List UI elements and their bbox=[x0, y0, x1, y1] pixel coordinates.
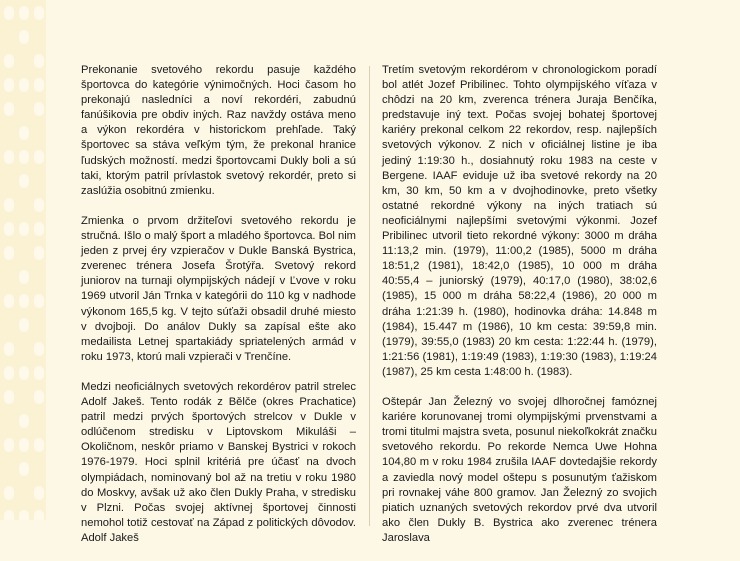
decorative-dot bbox=[34, 54, 44, 68]
decorative-dot bbox=[34, 246, 44, 260]
decorative-dot bbox=[34, 198, 44, 212]
decorative-dot bbox=[4, 78, 14, 92]
paragraph-jozef-pribilinec: Tretím svetovým rekordérom v chronologickom poradí bol atlét Jozef Pribilinec. Tohto olympijského víťaza v chôdzi na 20 km, zverenca trénera Juraja Benčíka, predstavuje iný text. Počas svojej bohatej športovej kariéry prekonal celkom 22 rekordov, resp. najlepších svetových výkonov. Z nich v oficiálnej listine je iba jediný 1:19:30 h., dosiahnutý roku 1983 na ceste v Bergene. IAAF eviduje už iba svetové rekordy na 20 km, 30 km, 50 km a v dvojhodinovke, preto všetky ostatné rekordné výkony na iných tratiach sú neoficiálnymi najlepšími svetovými výkonmi. Jozef Pribilinec utvoril tieto rekordné výkony: 3000 m dráha 11:13,2 min. (1979), 11:00,2 (1985), 5000 m dráha 18:51,2 (1981), 18:42,0 (1985), 10 000 m dráha 40:55,4 – juniorský (1979), 40:17,0 (1980), 38:02,6 (1985), 15 000 m dráha 58:22,4 (1986), 20 000 m dráha 1:21:39 h. (1980), hodinovka dráha: 14.848 m (1984), 15.447 m (1986), 10 km cesta: 39:59,8 min. (1979), 39:55,0 (1983) 20 km cesta: 1:22:44 h. (1979), 1:21:56 (1981), 1:19:49 (1983), 1:19:30 (1983), 1:19:24 (1987), 25 km cesta 1:48:00 h. (1983). bbox=[382, 64, 657, 378]
decorative-dot bbox=[34, 486, 44, 500]
decorative-dot bbox=[19, 270, 29, 284]
decorative-dot bbox=[19, 294, 29, 308]
left-text-column bbox=[81, 63, 356, 561]
decorative-dot bbox=[4, 342, 14, 356]
paragraph-jan-trnka: Zmienka o prvom držiteľovi svetového rekordu je stručná. Išlo o malý šport a mladého športovca. Bol nim jeden z prvej éry vzpieračov v Dukle Banská Bystrica, zverenec trénera Josefa Šrotýřa. Svetový rekord juniorov na turnaji olympijských nádejí v Ľvove v roku 1969 utvoril Ján Trnka v kategórii do 110 kg v nadhode výkonom 165,5 kg. V tejto súťaži obsadil druhé miesto v dvojboji. Do análov Dukly sa zapísal ešte ako medailista Letnej spartakiády spriatelených armád v roku 1973, ktorú mali vzpierači v Trenčíne. bbox=[81, 214, 356, 363]
decorative-dot bbox=[34, 438, 44, 452]
decorative-dot bbox=[34, 342, 44, 356]
decorative-dot bbox=[4, 438, 14, 452]
decorative-dot bbox=[19, 78, 29, 92]
decorative-dot bbox=[4, 510, 14, 520]
decorative-dot bbox=[34, 78, 44, 92]
decorative-dot bbox=[19, 126, 29, 140]
decorative-dot bbox=[4, 246, 14, 260]
decorative-dot bbox=[19, 6, 29, 20]
decorative-dot bbox=[19, 510, 29, 520]
decorative-dot bbox=[19, 462, 29, 476]
decorative-dot bbox=[34, 294, 44, 308]
decorative-dot bbox=[34, 366, 44, 380]
column-divider bbox=[369, 66, 370, 526]
decorative-dot bbox=[4, 366, 14, 380]
decorative-dot bbox=[4, 390, 14, 404]
decorative-dot bbox=[4, 54, 14, 68]
decorative-dot bbox=[19, 150, 29, 164]
decorative-dot bbox=[34, 150, 44, 164]
decorative-dot bbox=[34, 102, 44, 116]
decorative-dot bbox=[4, 294, 14, 308]
paragraph-adolf-jakes: Medzi neoficiálnych svetových rekordérov patril strelec Adolf Jakeš. Tento rodák z Bělče (okres Prachatice) patril medzi prvých športových strelcov v Dukle v odlúčenom stredisku v Liptovskom Mikuláši – Okoličnom, neskôr priamo v Banskej Bystrici v rokoch 1976-1979. Hoci splnil kritériá pre účasť na dvoch olympiádach, nominovaný bol až na tretiu v roku 1980 do Moskvy, avšak už ako člen Dukly Praha, v stredisku v Plzni. Počas svojej aktívnej športovej činnosti nemohol totiž cestovať na Západ z politických dôvodov. Adolf Jakeš bbox=[81, 380, 356, 544]
decorative-dot bbox=[19, 174, 29, 188]
decorative-dot bbox=[4, 102, 14, 116]
decorative-dot bbox=[34, 6, 44, 20]
decorative-dot bbox=[4, 150, 14, 164]
decorative-side-strip bbox=[0, 0, 46, 520]
decorative-dot bbox=[4, 6, 14, 20]
decorative-dot bbox=[19, 366, 29, 380]
decorative-dot bbox=[19, 438, 29, 452]
decorative-dot bbox=[19, 30, 29, 44]
paragraph-record-intro: Prekonanie svetového rekordu pasuje každého športovca do kategórie výnimočných. Hoci časom ho prekonajú nasledníci a noví rekordéri, zabudnú fanúšikovia pre obdiv iných. Raz navždy ostáva meno a výkon rekordéra v historickom prehľade. Taký športovec sa stáva veľkým tým, že prekonal hranice ľudských možností. medzi športovcami Dukly boli a sú taki, ktorým patril prívlastok svetový rekordér, preto si zaslúžia osobitnú zmienku. bbox=[81, 64, 356, 197]
right-text-column bbox=[382, 63, 657, 561]
decorative-dot bbox=[34, 390, 44, 404]
paragraph-jan-zelezny: Oštepár Jan Železný vo svojej dlhoročnej famóznej kariére korunovanej tromi olympijskými prvenstvami a tromi titulmi majstra sveta, posunul niekoľkokrát značku svetového rekordu. Po rekorde Nemca Uwe Hohna 104,80 m v roku 1984 zrušila IAAF dovtedajšie rekordy a zaviedla nový model oštepu s posunutým ťažiskom pri rovnakej váhe 800 gramov. Jan Železný zo svojich piatich uznaných svetových rekordov prvé dva utvoril ako člen Dukly B. Bystrica ako zverenec trénera Jaroslava bbox=[382, 396, 657, 544]
decorative-dot bbox=[4, 222, 14, 236]
decorative-dot bbox=[4, 486, 14, 500]
decorative-dot bbox=[34, 222, 44, 236]
decorative-dot bbox=[34, 510, 44, 520]
decorative-dot bbox=[19, 414, 29, 428]
decorative-dot bbox=[19, 318, 29, 332]
decorative-dot bbox=[19, 222, 29, 236]
decorative-dot bbox=[4, 198, 14, 212]
